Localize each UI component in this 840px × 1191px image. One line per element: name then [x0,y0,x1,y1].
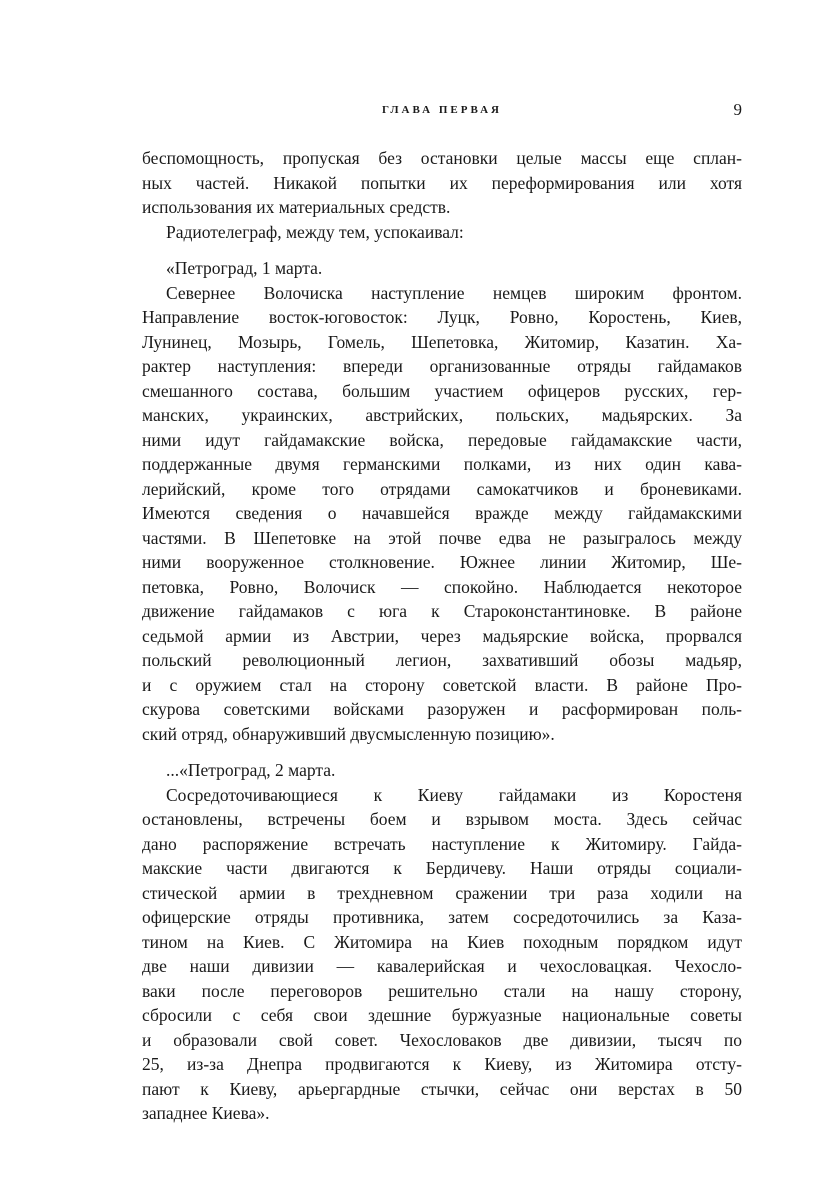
paragraph [142,256,742,746]
paragraph [142,220,742,245]
text-line: и с оружием стал на сторону советской власти. В районе Про- [142,674,742,695]
paragraph [142,758,742,1126]
text-line: две наши дивизии — кавалерийская и чехословацкая. Чехосло- [142,956,742,976]
text-line: остановлены, встречены боем и взрывом моста. Здесь сейчас [142,809,742,829]
text-line: польский революционный легион, захвативший обозы мадьяр, [142,650,742,670]
body-text [142,146,742,1126]
text-line: смешанного состава, большим участием офицеров русских, гер- [142,380,742,401]
text-line: седьмой армии из Австрии, через мадьярские войска, прорвался [142,625,742,646]
text-line: Севернее Волочиска наступление немцев широким фронтом. [166,282,742,303]
text-line: рактер наступления: впереди организованные отряды гайдамаков [142,356,742,376]
text-line: Радиотелеграф, между тем, успокаивал: [166,221,464,242]
paragraph [142,146,742,220]
chapter-title: ГЛАВА ПЕРВАЯ [382,104,502,116]
text-line: петовка, Ровно, Волочиск — спокойно. Наблюдается некоторое [142,576,742,597]
text-line: частями. В Шепетовке на этой почве едва не разыгралось между [142,527,742,548]
text-line: западнее Киева». [142,1103,270,1123]
text-line: лерийский, кроме того отрядами самокатчиков и броневиками. [142,478,742,499]
paragraph-gap [142,746,742,758]
page-number: 9 [733,100,742,119]
text-line: Лунинец, Мозырь, Гомель, Шепетовка, Житомир, Казатин. Ха- [142,331,742,352]
text-line: «Петроград, 1 марта. [166,258,323,278]
text-line: ...«Петроград, 2 марта. [166,760,336,780]
text-line: беспомощность, пропуская без остановки целые массы еще сплан- [142,148,742,168]
text-line: тином на Киев. С Житомира на Киев походным порядком идут [142,931,742,952]
text-line: манских, украинских, австрийских, польских, мадьярских. За [142,405,742,425]
text-line: макские части двигаются к Бердичеву. Наши отряды социали- [142,858,742,878]
text-line: скурова советскими войсками разоружен и расформирован поль- [142,699,742,719]
text-line: ский отряд, обнаруживший двусмысленную позицию». [142,723,555,744]
text-line: Направление восток-юговосток: Луцк, Ровно, Коростень, Киев, [142,307,742,327]
text-line: пают к Киеву, арьергардные стычки, сейчас они верстах в 50 [142,1078,742,1099]
text-line: сбросили с себя свои здешние буржуазные национальные советы [142,1005,742,1025]
paragraph-gap [142,244,742,256]
text-line: и образовали свой совет. Чехословаков две дивизии, тысяч по [142,1029,742,1050]
text-line: 25, из-за Днепра продвигаются к Киеву, из Житомира отсту- [142,1054,742,1074]
text-line: использования их материальных средств. [142,197,451,217]
text-line: Имеются сведения о начавшейся вражде между гайдамакскими [142,503,742,523]
running-head [142,100,742,124]
text-line: движение гайдамаков с юга к Староконстантиновке. В районе [142,601,742,621]
text-line: ваки после переговоров решительно стали на нашу сторону, [142,980,742,1001]
text-line: Сосредоточивающиеся к Киеву гайдамаки из Коростеня [166,784,742,805]
text-line: ных частей. Никакой попытки их переформирования или хотя [142,172,742,193]
text-line: ними вооруженное столкновение. Южнее линии Житомир, Ше- [142,552,742,572]
text-line: поддержанные двумя германскими полками, из них один кава- [142,454,742,474]
text-line: офицерские отряды противника, затем сосредоточились за Каза- [142,907,742,927]
text-line: дано распоряжение встречать наступление к Житомиру. Гайда- [142,833,742,854]
text-line: стической армии в трехдневном сражении три раза ходили на [142,882,742,903]
text-line: ними идут гайдамакские войска, передовые гайдамакские части, [142,429,742,450]
